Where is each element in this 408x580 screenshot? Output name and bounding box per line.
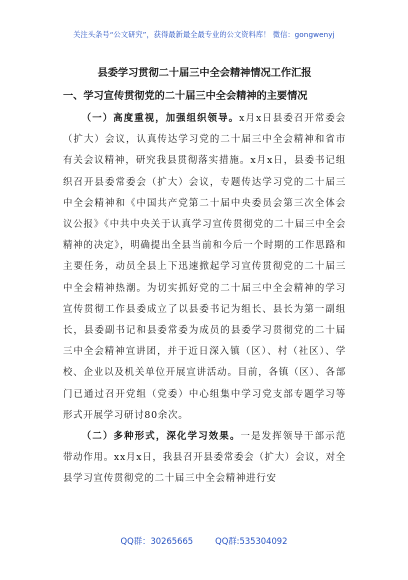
footer-qq-group-2: QQ群:535304092 xyxy=(215,536,288,546)
paragraph-2-body: 一是发挥领导干部示范带动作用。xx月x日，我县召开县委常委会（扩大）会议，对全县学习宣传贯彻党的二十届三中全会精神进行安 xyxy=(63,431,346,485)
paragraph-1 xyxy=(63,108,346,426)
footer-qq-group-1: QQ群：30265665 xyxy=(120,536,194,546)
paragraph-2 xyxy=(63,426,346,490)
header-watermark-note: 关注头条号“公文研究”，获得最新最全最专业的公文资料库！ 微信：gongwenyj xyxy=(73,30,335,39)
paragraph-1-lead: （一）高度重视，加强组织领导。 xyxy=(81,113,240,124)
paragraph-1-body: x月x日县委召开常委会（扩大）会议，认真传达学习党的二十届三中全会精神和省市有关会议精神，研究我县贯彻落实措施。x月x日，县委书记组织召开县委常委会（扩大）会议，专题传达学习党的二十届三中全会精神和《中国共产党第二十届中央委员会第三次全体会议公报》《中共中央关于认真学习宣传贯彻党的二十届三中全会精神的决定》，明确提出全县当前和今后一个时期的工作思路和主要任务，动员全县上下迅速掀起学习宣传贯彻党的二十届三中全会精神热潮。为切实抓好党的二十届三中全会精神的学习宣传贯彻工作县委成立了以县委书记为组长、县长为第一副组长，县委副书记和县委常委为成员的县委学习贯彻党的二十届三中全会精神宣讲团，并于近日深入镇（区）、村（社区）、学校、企业以及机关单位开展宣讲活动。目前，各镇（区）、各部门已通过召开党组（党委）中心组集中学习党支部专题学习等形式开展学习研讨80余次。 xyxy=(63,113,346,421)
document-body xyxy=(63,66,346,490)
document-title: 县委学习贯彻二十届三中全会精神情况工作汇报 xyxy=(97,67,312,79)
paragraph-2-lead: （二）多种形式，深化学习效果。 xyxy=(81,431,241,443)
section-heading: 一、学习宣传贯彻党的二十届三中全会精神的主要情况 xyxy=(63,90,308,102)
footer-qq-groups xyxy=(0,535,408,547)
